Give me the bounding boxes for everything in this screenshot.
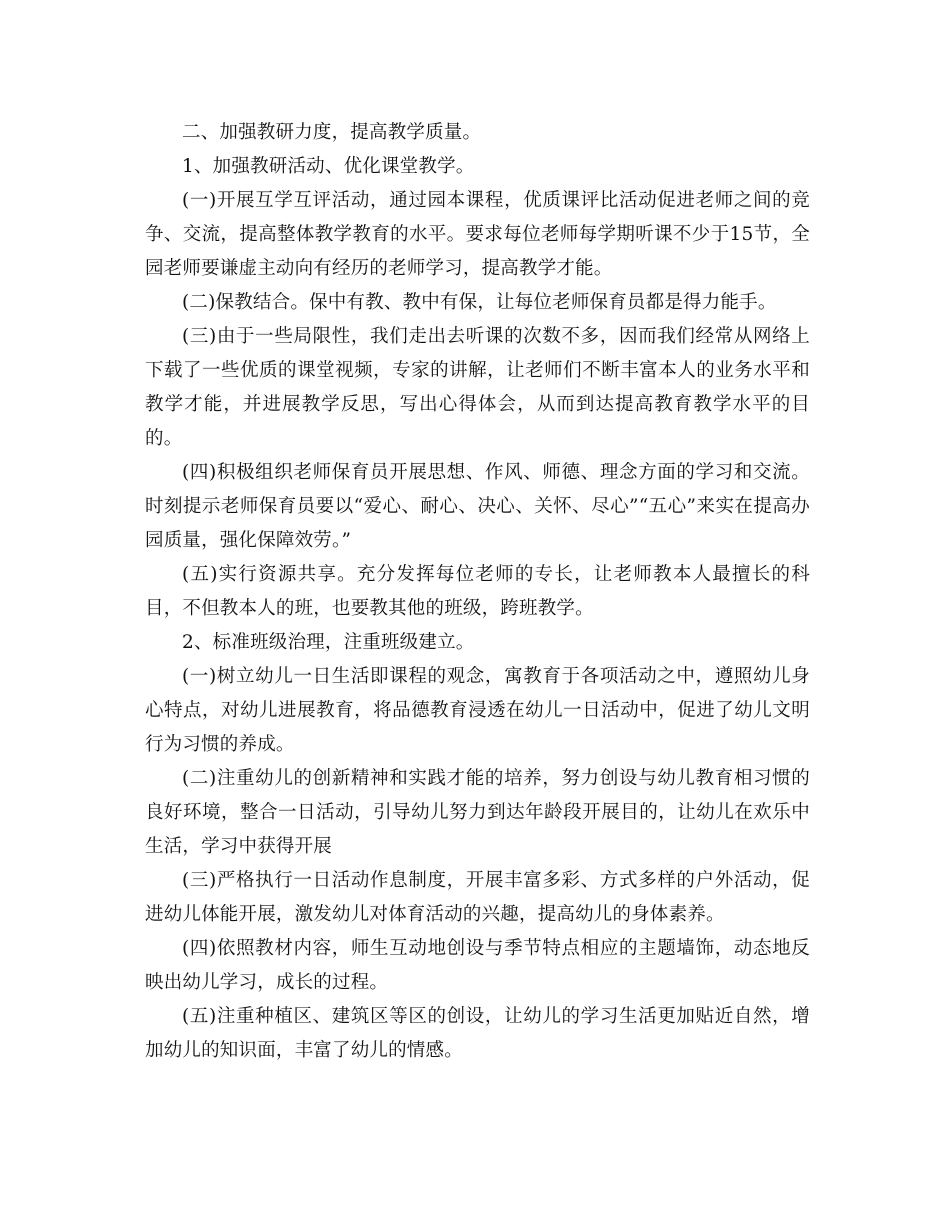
- paragraph: (二)注重幼儿的创新精神和实践才能的培养，努力创设与幼儿教育相习惯的良好环境，整合一日活动，引导幼儿努力到达年龄段开展目的，让幼儿在欢乐中生活，学习中获得开展: [145, 768, 810, 857]
- paragraph: (四)依照教材内容，师生互动地创设与季节特点相应的主题墙饰，动态地反映出幼儿学习，成长的过程。: [145, 938, 810, 993]
- paragraph: (二)保教结合。保中有教、教中有保，让每位老师保育员都是得力能手。: [182, 292, 777, 313]
- paragraph: (五)实行资源共享。充分发挥每位老师的专长，让老师教本人最擅长的科目，不但教本人的班，也要教其他的班级，跨班教学。: [145, 564, 810, 619]
- paragraph: (三)严格执行一日活动作息制度，开展丰富多彩、方式多样的户外活动，促进幼儿体能开展，激发幼儿对体育活动的兴趣，提高幼儿的身体素养。: [145, 870, 810, 925]
- subsection-heading: 2、标准班级治理，注重班级建立。: [182, 632, 475, 653]
- paragraph: (三)由于一些局限性，我们走出去听课的次数不多，因而我们经常从网络上下载了一些优质的课堂视频，专家的讲解，让老师们不断丰富本人的业务水平和教学才能，并进展教学反思，写出心得体会，从而到达提高教育教学水平的目的。: [145, 326, 810, 449]
- paragraph: (五)注重种植区、建筑区等区的创设，让幼儿的学习生活更加贴近自然，增加幼儿的知识面，丰富了幼儿的情感。: [145, 1006, 810, 1061]
- section-heading: 二、加强教研力度，提高教学质量。: [182, 122, 482, 143]
- document-body: [145, 116, 810, 1068]
- subsection-heading: 1、加强教研活动、优化课堂教学。: [182, 156, 475, 177]
- paragraph: (一)开展互学互评活动，通过园本课程，优质课评比活动促进老师之间的竞争、交流，提高整体教学教育的水平。要求每位老师每学期听课不少于15节，全园老师要谦虚主动向有经历的老师学习，提高教学才能。: [145, 190, 810, 279]
- paragraph: (一)树立幼儿一日生活即课程的观念，寓教育于各项活动之中，遵照幼儿身心特点，对幼儿进展教育，将品德教育浸透在幼儿一日活动中，促进了幼儿文明行为习惯的养成。: [145, 666, 810, 755]
- paragraph: (四)积极组织老师保育员开展思想、作风、师德、理念方面的学习和交流。时刻提示老师保育员要以“爱心、耐心、决心、关怀、尽心”“五心”来实在提高办园质量，强化保障效劳。”: [145, 462, 810, 551]
